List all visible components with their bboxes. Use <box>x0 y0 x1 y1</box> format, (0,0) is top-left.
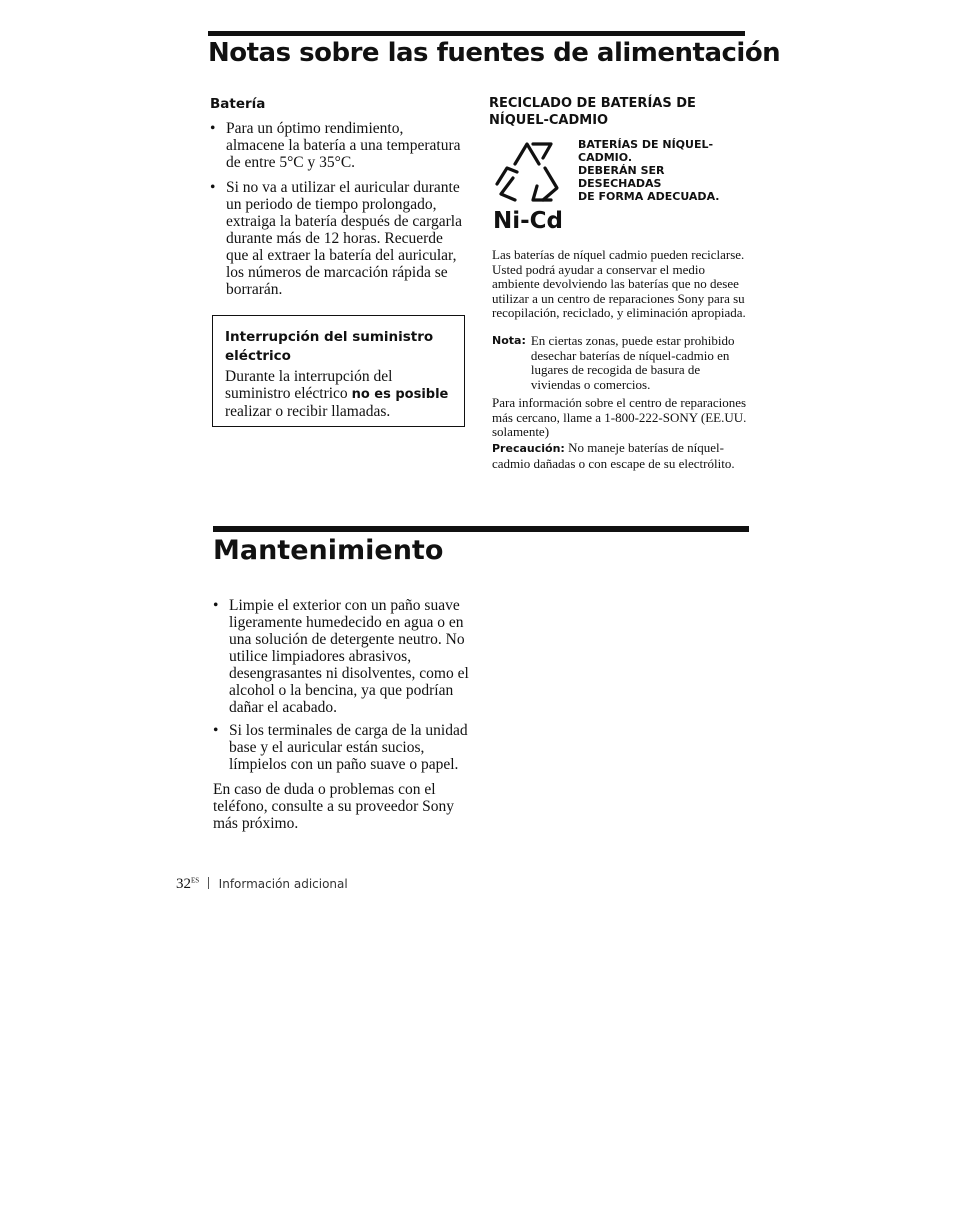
page-suffix: ES <box>191 876 200 885</box>
bateria-section <box>210 96 465 298</box>
precaucion-text: No maneje baterías de níquel-cadmio dañadas o con escape de su electrólito. <box>492 440 735 471</box>
maintenance-section <box>213 597 475 832</box>
power-outage-box <box>212 315 465 427</box>
precaucion-label: Precaución: <box>492 442 565 455</box>
recycle-caption: BATERÍAS DE NÍQUEL- CADMIO. DEBERÁN SER DESECHADAS DE FORMA ADECUADA. <box>578 138 720 203</box>
power-outage-text: Durante la interrupción del suministro eléctrico no es posible realizar o recibir llamadas. <box>225 368 449 420</box>
list-item: • Si no va a utilizar el auricular durante un periodo de tiempo prolongado, extraiga la batería después de cargarla durante más de 12 horas. Recuerde que al extraer la batería del auricular, los números de marcación rápida se borrarán. <box>210 179 465 298</box>
bateria-list <box>210 120 465 298</box>
page-footer <box>176 876 348 893</box>
page-number: 32 <box>176 876 191 892</box>
section-title-maintenance: Mantenimiento <box>213 535 444 566</box>
recycling-paragraph: Las baterías de níquel cadmio pueden reciclarse. Usted podrá ayudar a conservar el medio ambiente devolviendo las baterías que no desee utilizar a un centro de reparaciones Sony para su recopilación, reciclado, y eliminación apropiada. <box>492 247 746 320</box>
section-title-power: Notas sobre las fuentes de alimentación <box>208 38 781 68</box>
top-rule <box>208 31 745 36</box>
nicd-label: Ni-Cd <box>493 208 564 234</box>
bateria-heading: Batería <box>210 96 266 112</box>
precaucion-block <box>492 441 747 471</box>
list-item: • Si los terminales de carga de la unidad base y el auricular están sucios, límpielos con un paño suave o papel. <box>213 722 475 773</box>
power-outage-heading: Interrupción del suministro eléctrico <box>225 329 434 364</box>
list-item: • Para un óptimo rendimiento, almacene la batería a una temperatura de entre 5°C y 35°C. <box>210 120 465 171</box>
maintenance-closing: En caso de duda o problemas con el teléfono, consulte a su proveedor Sony más próximo. <box>213 781 455 832</box>
list-item: • Limpie el exterior con un paño suave ligeramente humedecido en agua o en una solución de detergente neutro. No utilice limpiadores abrasivos, desengrasantes ni disolventes, como el alcohol o la bencina, ya que podrían dañar el acabado. <box>213 597 475 716</box>
recycling-heading: RECICLADO DE BATERÍAS DE NÍQUEL-CADMIO <box>489 96 696 128</box>
footer-divider <box>208 877 209 889</box>
nota-label: Nota: <box>492 334 526 347</box>
power-outage-emphasis: no es posible <box>351 387 449 402</box>
section-rule <box>213 526 749 532</box>
maintenance-list <box>213 597 475 773</box>
recycle-icon <box>493 138 565 206</box>
service-paragraph: Para información sobre el centro de reparaciones más cercano, llame a 1-800-222-SONY (EE.UU. solamente) <box>492 395 747 439</box>
footer-section-label: Información adicional <box>218 877 348 891</box>
nota-block <box>492 334 747 392</box>
nota-text: En ciertas zonas, puede estar prohibido desechar baterías de níquel-cadmio en lugares de recogida de basura de viviendas o comercios. <box>530 333 735 392</box>
